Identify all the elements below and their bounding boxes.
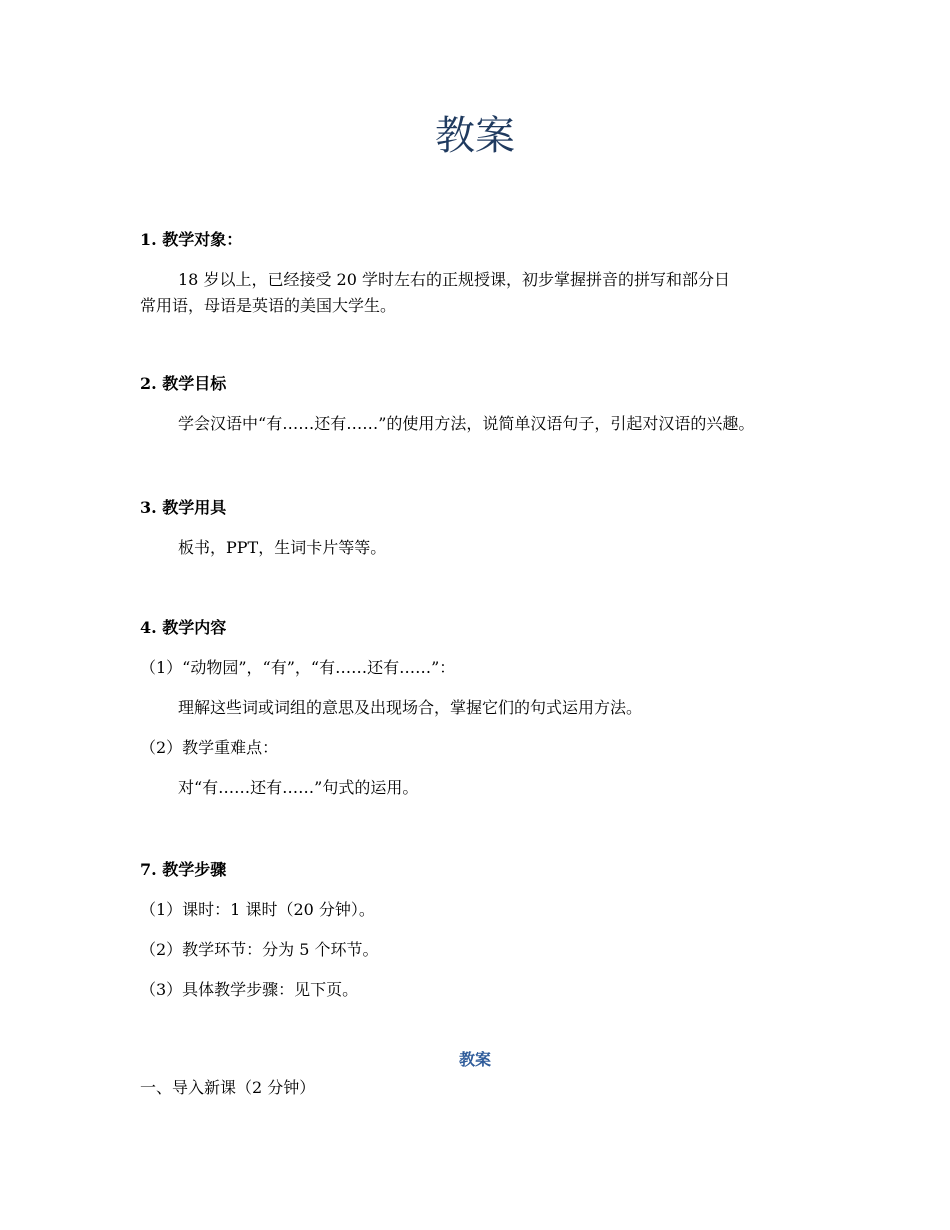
section-2-heading: 2. 教学目标 [140, 374, 227, 393]
lesson-plan-subtitle: 教案 [458, 1050, 491, 1069]
section-2-text [178, 412, 754, 436]
document-title: 教案 [435, 113, 515, 159]
section-2-text-pre: 学会汉语中“ [178, 414, 267, 433]
section-7-item-1: （1）课时：1 课时（20 分钟）。 [140, 900, 375, 919]
section-7-item-2: （2）教学环节：分为 5 个环节。 [140, 940, 379, 959]
section-7-item-3: （3）具体教学步骤：见下页。 [140, 980, 359, 999]
section-2-text-post: ”的使用方法，说简单汉语句子，引起对汉语的兴趣。 [378, 414, 755, 433]
section-7-heading: 7. 教学步骤 [140, 860, 227, 879]
section-4-item-2: （2）教学重难点： [140, 738, 279, 757]
section-2-pattern: 有……还有…… [266, 414, 379, 433]
section-3-heading: 3. 教学用具 [140, 498, 227, 517]
part-1-heading: 一、导入新课（2 分钟） [140, 1078, 316, 1097]
section-4-item-1-detail: 理解这些词或词组的意思及出现场合，掌握它们的句式运用方法。 [178, 698, 643, 717]
section-4-item-2-detail: 对“有……还有……”句式的运用。 [178, 778, 419, 797]
section-1-text-line-2: 常用语，母语是英语的美国大学生。 [140, 296, 397, 315]
section-3-text: 板书，PPT，生词卡片等等。 [178, 538, 387, 557]
section-4-item-1: （1）“动物园”，“有”，“有……还有……”： [140, 658, 456, 677]
section-1-text-line-1: 18 岁以上，已经接受 20 学时左右的正规授课，初步掌握拼音的拼写和部分日 [178, 270, 730, 289]
section-4-heading: 4. 教学内容 [140, 618, 227, 637]
section-1-heading: 1. 教学对象： [140, 230, 243, 249]
